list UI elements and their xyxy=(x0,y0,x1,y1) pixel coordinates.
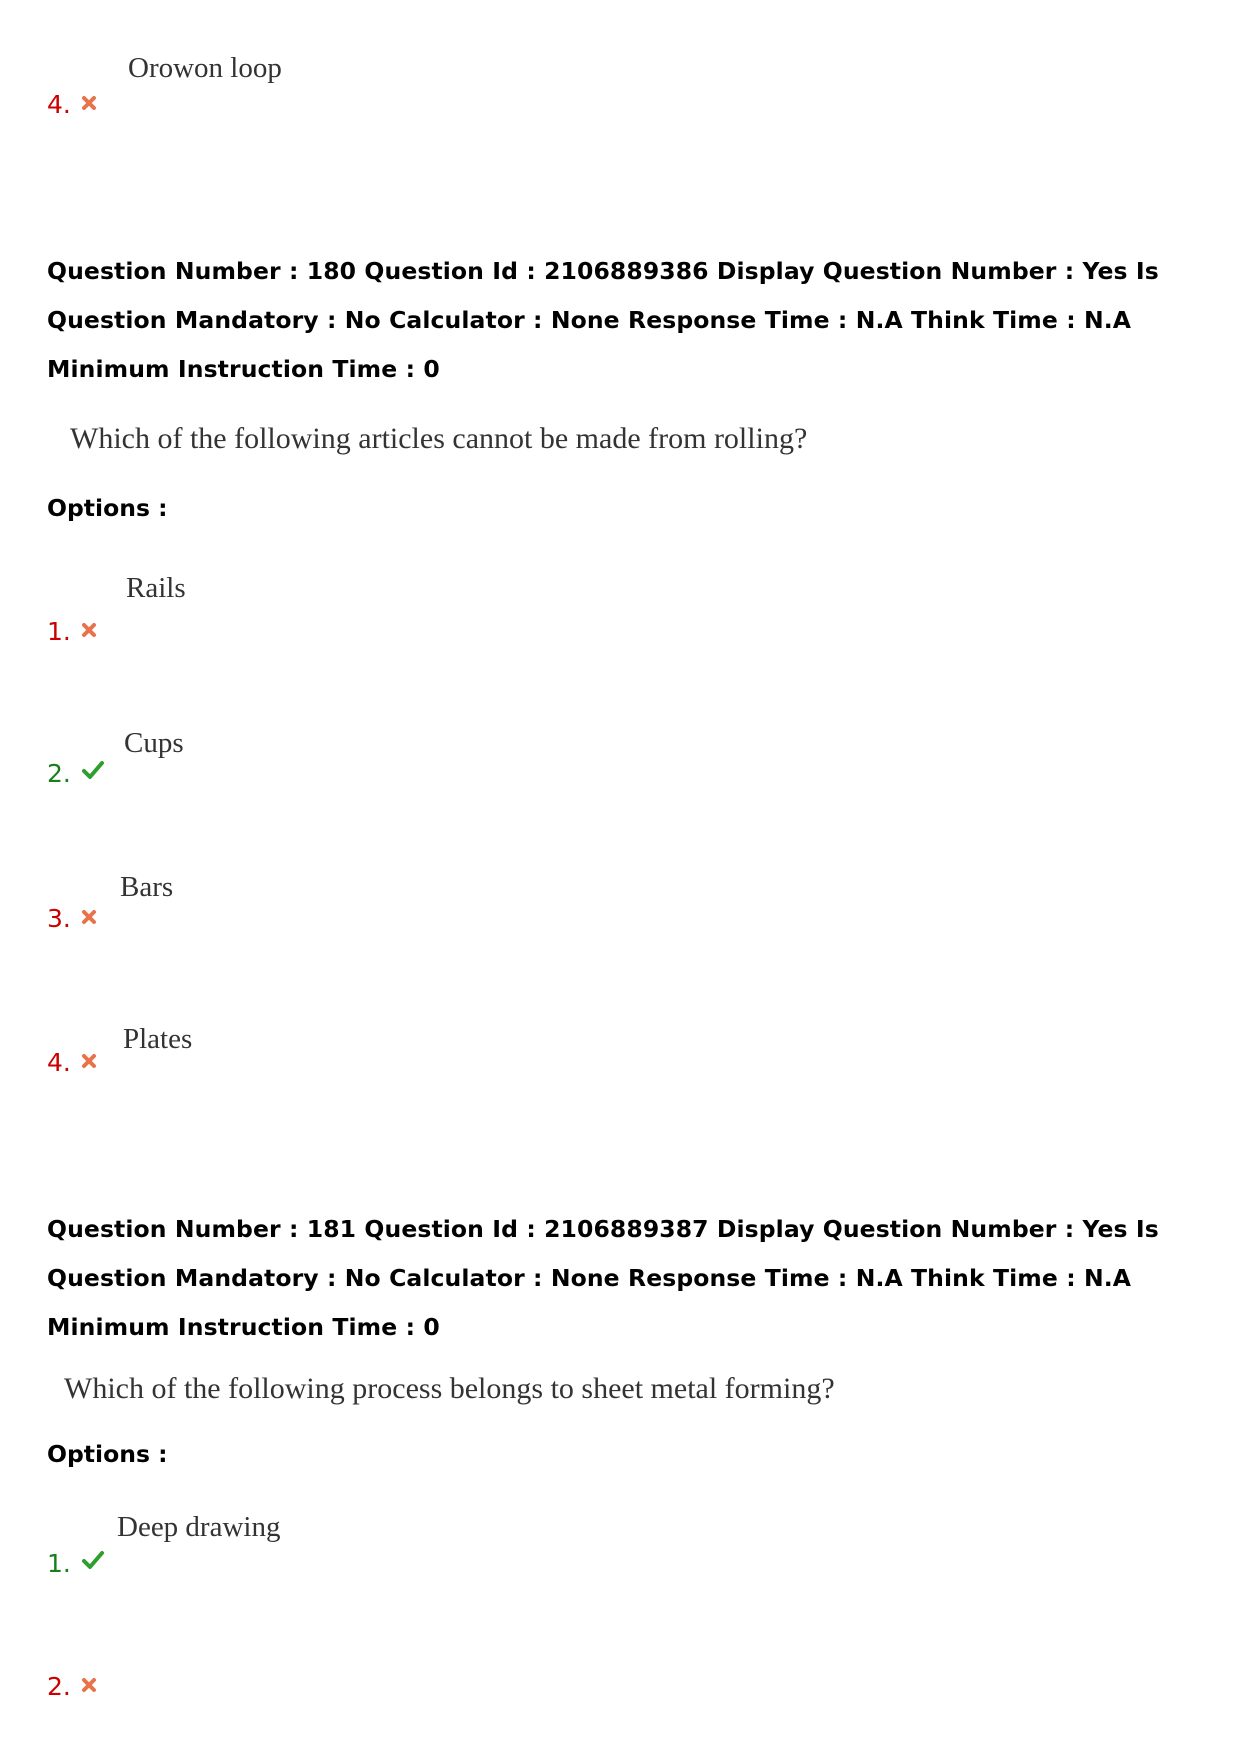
option-number: 2. xyxy=(47,757,105,788)
question-text: Which of the following articles cannot be made from rolling? xyxy=(70,422,808,455)
cross-mark-icon xyxy=(81,88,97,117)
options-heading: Options : xyxy=(47,1440,168,1468)
cross-mark-icon xyxy=(81,1046,97,1075)
option-text: Rails xyxy=(126,572,186,604)
question-text: Which of the following process belongs to sheet metal forming? xyxy=(64,1372,835,1405)
option-text: Plates xyxy=(123,1023,193,1055)
option-number: 1. xyxy=(47,615,97,646)
option-text: Orowon loop xyxy=(128,52,282,84)
option-number: 4. xyxy=(47,1046,97,1077)
option-number: 3. xyxy=(47,902,97,933)
option-number: 1. xyxy=(47,1547,105,1578)
options-heading: Options : xyxy=(47,494,168,522)
cross-mark-icon xyxy=(81,902,97,931)
check-mark-icon xyxy=(81,1547,105,1576)
option-number: 2. xyxy=(47,1670,97,1701)
option-text: Deep drawing xyxy=(117,1511,281,1543)
option-text: Cups xyxy=(124,727,184,759)
option-text: Bars xyxy=(120,871,174,903)
check-mark-icon xyxy=(81,757,105,786)
question-meta: Question Number : 180 Question Id : 2106889386 Display Question Number : Yes Is Question Mandatory : No Calculator : None Response Time : N.A Think Time : N.A Minimum Instruction Time : 0 xyxy=(47,257,1159,383)
option-number: 4. xyxy=(47,88,97,119)
question-meta: Question Number : 181 Question Id : 2106889387 Display Question Number : Yes Is Question Mandatory : No Calculator : None Response Time : N.A Think Time : N.A Minimum Instruction Time : 0 xyxy=(47,1215,1159,1341)
cross-mark-icon xyxy=(81,1670,97,1699)
cross-mark-icon xyxy=(81,615,97,644)
